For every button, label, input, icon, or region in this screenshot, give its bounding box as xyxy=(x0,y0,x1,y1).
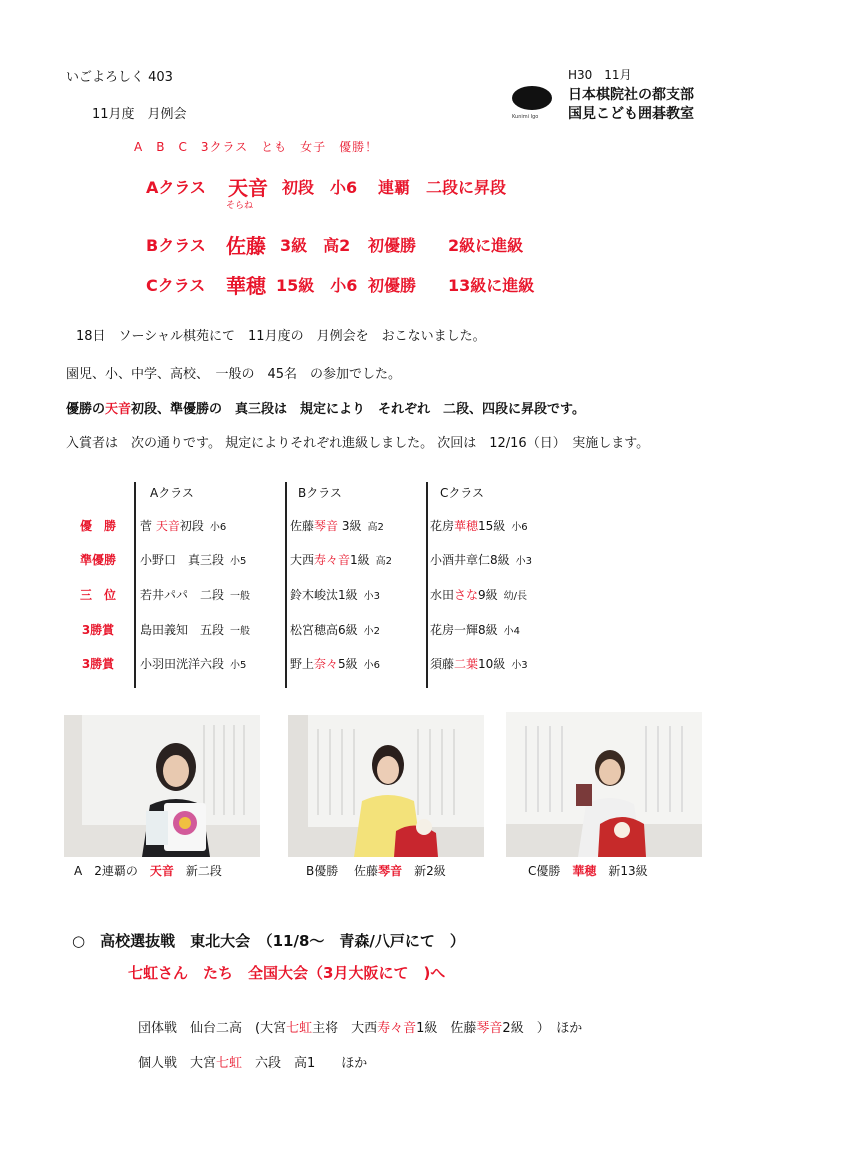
org-classroom: 国見こども囲碁教室 xyxy=(568,106,694,122)
column-header: Bクラス xyxy=(298,486,342,500)
photo-caption-c xyxy=(528,862,648,879)
player-text: 松宮穂高6級 xyxy=(290,623,358,637)
player-text: 小野口 真三段 xyxy=(140,553,225,567)
caption-text: 新2級 xyxy=(402,864,446,878)
page-subtitle: 11月度 月例会 xyxy=(92,107,187,122)
highlight-name: 寿々音 xyxy=(377,1021,417,1036)
report-paragraph-2: 園児、小、中学、高校、 一般の 45名 の参加でした。 xyxy=(66,367,402,382)
table-cell xyxy=(290,655,380,672)
table-cell xyxy=(430,517,528,534)
player-name-highlight: さな xyxy=(454,588,479,602)
winner-name: 天音 xyxy=(228,176,268,200)
caption-text: A 2連覇の xyxy=(74,864,150,878)
table-cell xyxy=(430,586,527,603)
caption-name: 華穂 xyxy=(572,864,597,878)
text-part: 1級 佐藤 xyxy=(416,1021,477,1036)
player-school-year: 小3 xyxy=(515,556,533,567)
player-text: 佐藤 xyxy=(290,519,315,533)
player-school-year: 小5 xyxy=(230,556,247,567)
team-result xyxy=(138,1017,582,1036)
player-text: 9級 xyxy=(478,588,498,602)
player-school-year: 小3 xyxy=(363,591,381,602)
highlight-name: 七虹 xyxy=(286,1021,313,1036)
table-cell xyxy=(430,551,532,568)
player-text: 3級 xyxy=(338,519,362,533)
report-paragraph-1: 18日 ソーシャル棋苑にて 11月度の 月例会を おこないました。 xyxy=(76,329,486,344)
text-part: 主将 大西 xyxy=(312,1021,378,1036)
photo-illustration xyxy=(506,712,702,857)
player-name-highlight: 寿々音 xyxy=(314,553,351,567)
winner-result: 初優勝 13級に進級 xyxy=(368,276,535,295)
table-cell xyxy=(140,655,246,672)
column-divider xyxy=(134,482,136,688)
winner-grade: 初段 小6 xyxy=(282,178,358,197)
row-label: 優 勝 xyxy=(79,519,116,533)
caption-text: 新13級 xyxy=(596,864,648,878)
player-text: 5級 xyxy=(338,657,358,671)
player-text: 鈴木峻汰1級 xyxy=(290,588,358,602)
player-name-highlight: 天音 xyxy=(155,519,180,533)
winner-class: Bクラス xyxy=(146,236,206,255)
winner-result: 初優勝 2級に進級 xyxy=(368,236,524,255)
player-name-highlight: 琴音 xyxy=(314,519,339,533)
winner-name: 佐藤 xyxy=(226,234,266,258)
club-logo xyxy=(512,82,552,122)
player-text: 須藤 xyxy=(430,657,455,671)
tournament-subtitle: 七虹さん たち 全国大会（3月大阪にて )へ xyxy=(128,964,446,982)
photo-illustration xyxy=(288,715,484,857)
column-divider xyxy=(426,482,428,688)
column-header: Aクラス xyxy=(150,486,194,500)
player-text: 小酒井章仁8級 xyxy=(430,553,510,567)
text-part: 個人戦 大宮 xyxy=(138,1056,217,1071)
player-school-year: 小4 xyxy=(503,626,521,637)
caption-text: C優勝 xyxy=(528,864,573,878)
column-header: Cクラス xyxy=(440,486,485,500)
player-school-year: 一般 xyxy=(230,591,251,602)
text-part: 優勝の xyxy=(66,402,106,417)
player-text: 花房一輝8級 xyxy=(430,623,498,637)
caption-text: B優勝 佐藤 xyxy=(306,864,379,878)
table-cell xyxy=(430,655,528,672)
winner-grade: 3級 高2 xyxy=(280,236,351,255)
logo-text: Kunimi Igo xyxy=(512,114,539,120)
table-cell xyxy=(430,621,520,638)
org-name: 日本棋院社の都支部 xyxy=(568,87,694,103)
row-label: 3勝賞 xyxy=(81,623,115,637)
player-school-year: 小2 xyxy=(363,626,381,637)
name-reading: そらね xyxy=(226,201,254,211)
player-text: 花房 xyxy=(430,519,455,533)
player-text: 小羽田洸洋六段 xyxy=(140,657,225,671)
player-name-highlight: 華穂 xyxy=(454,519,479,533)
player-text: 島田義知 五段 xyxy=(140,623,225,637)
winner-result: 連覇 二段に昇段 xyxy=(378,178,507,197)
highlight-name: 七虹 xyxy=(216,1056,243,1071)
player-name-highlight: 奈々 xyxy=(314,657,339,671)
headline: A B C 3クラス とも 女子 優勝！ xyxy=(134,140,379,154)
issue-date: H30 11月 xyxy=(568,68,632,82)
highlight-name: 天音 xyxy=(105,402,132,417)
winner-grade: 15級 小6 xyxy=(276,276,358,295)
table-cell xyxy=(290,586,380,603)
player-school-year: 高2 xyxy=(367,522,384,533)
photo-a-winner xyxy=(64,715,260,857)
player-school-year: 小3 xyxy=(511,660,528,671)
winner-class: Aクラス xyxy=(146,178,206,197)
text-part: 初段、準優勝の 真三段は 規定により それぞれ 二段、四段に昇段です。 xyxy=(131,402,585,417)
text-part: 六段 高1 ほか xyxy=(242,1056,368,1071)
tournament-title: ○ 高校選抜戦 東北大会 （11/8～ 青森/八戸にて ） xyxy=(72,932,465,950)
player-school-year: 幼/長 xyxy=(503,591,528,602)
report-paragraph-4: 入賞者は 次の通りです。 規定によりそれぞれ進級しました。 次回は 12/16（日） 実施します。 xyxy=(66,436,650,451)
row-label: 準優勝 xyxy=(79,553,116,567)
player-school-year: 高2 xyxy=(375,556,393,567)
player-school-year: 小5 xyxy=(230,660,247,671)
photo-b-winner xyxy=(288,715,484,857)
caption-name: 琴音 xyxy=(378,864,403,878)
row-label: 三 位 xyxy=(79,588,116,602)
table-cell xyxy=(140,586,250,603)
player-text: 水田 xyxy=(430,588,455,602)
column-divider xyxy=(285,482,287,688)
table-cell xyxy=(290,551,392,568)
player-text: 大西 xyxy=(290,553,315,567)
table-cell xyxy=(290,621,380,638)
photo-c-winner xyxy=(506,712,702,857)
table-cell xyxy=(140,621,250,638)
row-label: 3勝賞 xyxy=(81,657,115,671)
table-cell xyxy=(290,517,384,534)
player-school-year: 一般 xyxy=(230,626,251,637)
caption-text: 新二段 xyxy=(173,864,222,878)
caption-name: 天音 xyxy=(149,864,174,878)
player-text: 若井パパ 二段 xyxy=(140,588,225,602)
player-school-year: 小6 xyxy=(209,522,227,533)
go-stone-icon xyxy=(512,86,552,110)
photo-illustration xyxy=(64,715,260,857)
table-cell xyxy=(140,517,226,534)
photo-caption-b xyxy=(306,862,446,879)
player-school-year: 小6 xyxy=(363,660,381,671)
newsletter-number: いごよろしく 403 xyxy=(66,70,173,85)
player-name-highlight: 二葉 xyxy=(454,657,479,671)
photo-caption-a xyxy=(74,862,222,879)
text-part: 2級 ） ほか xyxy=(502,1021,583,1036)
winner-class: Cクラス xyxy=(146,276,206,295)
report-paragraph-3 xyxy=(66,398,585,417)
table-cell xyxy=(140,551,246,568)
individual-result xyxy=(138,1052,367,1071)
player-text: 野上 xyxy=(290,657,315,671)
player-text: 1級 xyxy=(350,553,370,567)
player-text: 10級 xyxy=(478,657,506,671)
player-text: 15級 xyxy=(478,519,506,533)
player-text: 初段 xyxy=(179,519,204,533)
text-part: 団体戦 仙台二高 (大宮 xyxy=(138,1021,287,1036)
player-text: 菅 xyxy=(140,519,156,533)
player-school-year: 小6 xyxy=(511,522,528,533)
highlight-name: 琴音 xyxy=(476,1021,503,1036)
winner-name: 華穂 xyxy=(226,274,266,298)
